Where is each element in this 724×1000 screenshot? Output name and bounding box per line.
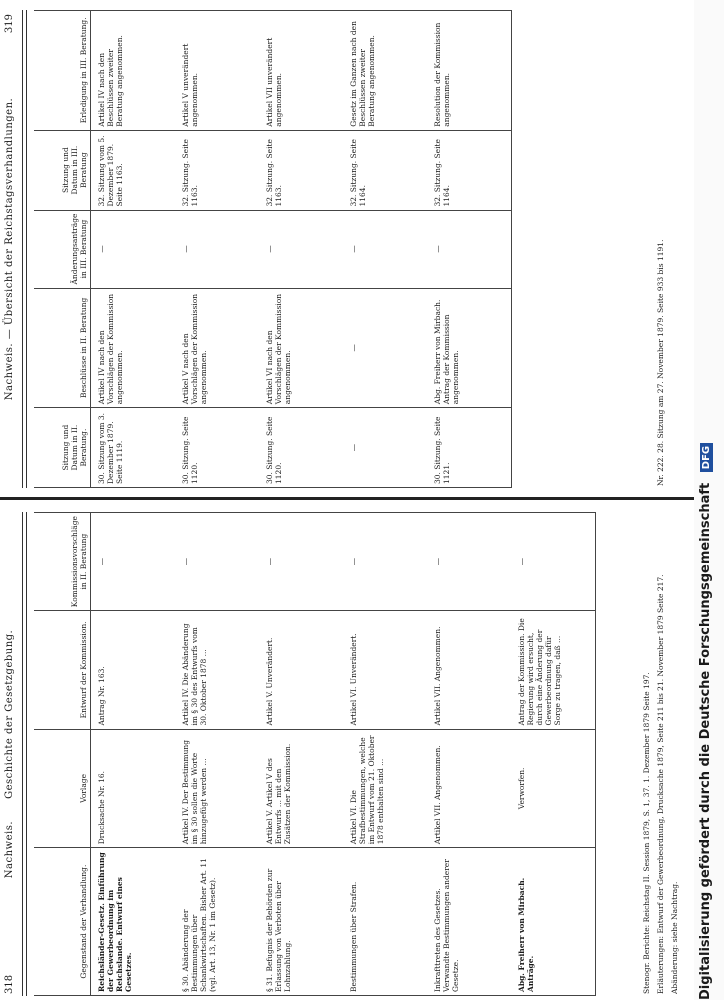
- running-header-right: [4, 6, 22, 492]
- table-cell: 32. Sitzung. Seite 1163.: [175, 130, 259, 210]
- left-table: [34, 512, 596, 996]
- header-rule: [22, 512, 23, 996]
- column-header: Sitzung und Datum in III. Beratung: [34, 130, 90, 210]
- table-cell: Artikel VII. Angenommen.: [427, 611, 511, 729]
- column-header: Änderungsanträge in III. Beratung: [34, 210, 90, 288]
- running-title: Nachweis. — Übersicht der Reichstagsverhandlungen.: [4, 97, 15, 401]
- left-page: [0, 508, 690, 1000]
- table-cell: 32. Sitzung. Seite 1164.: [343, 130, 427, 210]
- table-cell: —: [90, 513, 175, 611]
- table-row: [175, 11, 259, 488]
- column-header: Vorlage: [34, 729, 90, 848]
- dfg-logo-icon: DFG: [700, 443, 713, 472]
- footnote: Nr. 222. 28. Sitzung am 27. November 1879. Seite 933 bis 1191.: [656, 239, 665, 486]
- table-row: [175, 513, 259, 996]
- table-row: [427, 11, 512, 488]
- sidebar-credit: [698, 60, 720, 1000]
- table-cell: 30. Sitzung. Seite 1120.: [259, 408, 343, 488]
- table-cell: Artikel IV nach den Beschlüssen zweiter Beratung angenommen.: [90, 11, 175, 131]
- table-cell: Artikel VI nach den Vorschlägen der Kommission angenommen.: [259, 288, 343, 408]
- table-cell: Artikel V nach den Vorschlägen der Kommission angenommen.: [175, 288, 259, 408]
- table-cell: Artikel V unverändert angenommen.: [175, 11, 259, 131]
- table-cell: Artikel VI. Unverändert.: [343, 611, 427, 729]
- table-cell: Artikel IV. Der Bestimmung im § 30 sollen die Worte hinzugefügt werden ...: [175, 729, 259, 848]
- running-title-left: Nachweis.: [4, 820, 15, 879]
- column-header: Erledigung in III. Beratung.: [34, 11, 90, 131]
- table-cell: Drucksache Nr. 16.: [90, 729, 175, 848]
- table-cell: 30. Sitzung. Seite 1121.: [427, 408, 512, 488]
- table-cell: Reichsländer-Gesetz. Einführung der Gewerbeordnung im Reichslande. Entwurf eines Gesetzes.: [90, 848, 175, 996]
- table-cell: Artikel VII. Angenommen.: [427, 729, 511, 848]
- dfg-sidebar: [694, 0, 724, 1000]
- table-cell: Abg. Freiherr von Mirbach. Anträge.: [511, 848, 596, 996]
- table-row: [427, 513, 511, 996]
- table-cell: § 30. Abänderung der Bestimmungen über Schankwirtschaften. Bisher Art. 11 (vgl. Art. 13, Nr. 1 im Gesetz).: [175, 848, 259, 996]
- table-cell: 32. Sitzung. Seite 1164.: [427, 130, 512, 210]
- table-cell: —: [175, 210, 259, 288]
- right-table: [34, 10, 512, 488]
- header-rule: [26, 512, 27, 996]
- table-cell: —: [427, 210, 512, 288]
- table-cell: 30. Sitzung vom 3. Dezember 1879. Seite 1119.: [90, 408, 175, 488]
- credit-text: Digitalisierung gefördert durch die Deutsche Forschungsgemeinschaft: [698, 482, 713, 1000]
- column-header: Kommissionsvorschläge in II. Beratung: [34, 513, 90, 611]
- table-row: [90, 513, 175, 996]
- table-cell: Artikel IV. Die Abänderung im § 30 des Entwurfs vom 30. Oktober 1878 ...: [175, 611, 259, 729]
- column-header: Sitzung und Datum in II. Beratung.: [34, 408, 90, 488]
- table-row: [511, 513, 596, 996]
- table-cell: Artikel V. Unverändert.: [259, 611, 343, 729]
- table-cell: 30. Sitzung. Seite 1120.: [175, 408, 259, 488]
- table-row: [259, 513, 343, 996]
- table-row: [259, 11, 343, 488]
- footnote: Abänderung: siehe Nachtrag.: [670, 881, 679, 994]
- page-number: 318: [4, 974, 15, 994]
- table-cell: —: [90, 210, 175, 288]
- table-row: [343, 513, 427, 996]
- table-cell: Gesetz im Ganzen nach den Beschlüssen zweiter Beratung angenommen.: [343, 11, 427, 131]
- running-title: [4, 568, 15, 940]
- right-page: [0, 6, 690, 492]
- table-cell: Inkrafttreten des Gesetzes. Verwandte Bestimmungen anderer Gesetze.: [427, 848, 511, 996]
- table-cell: Resolution der Kommission angenommen.: [427, 11, 512, 131]
- table-cell: —: [343, 288, 427, 408]
- table-cell: Artikel VII unverändert angenommen.: [259, 11, 343, 131]
- table-cell: —: [175, 513, 259, 611]
- table-cell: —: [427, 513, 511, 611]
- header-rule: [22, 10, 23, 488]
- table-cell: —: [343, 210, 427, 288]
- table-cell: Antrag Nr. 163.: [90, 611, 175, 729]
- footnote: Erläuterungen: Entwurf der Gewerbeordnung, Drucksache 1879, Seite 211 bis 21. November 1879 Seite 217.: [656, 574, 665, 994]
- table-cell: Antrag der Kommission. Die Regierung wird ersucht, durch eine Änderung der Gewerbeordnung dafür Sorge zu tragen, daß ...: [511, 611, 596, 729]
- table-cell: —: [343, 408, 427, 488]
- table-row: [343, 11, 427, 488]
- page-number: 319: [4, 14, 15, 34]
- footnote: Stenogr. Berichte: Reichstag II. Session 1879, S. 1, 37. 1. Dezember 1879 Seite 197.: [642, 672, 651, 994]
- running-title-center: Geschichte der Gesetzgebung.: [4, 629, 15, 799]
- table-cell: Artikel IV nach den Vorschlägen der Kommission angenommen.: [90, 288, 175, 408]
- table-cell: § 31. Befugnis der Behörden zur Erlassung von Verboten über Lohnzahlung.: [259, 848, 343, 996]
- column-header: Gegenstand der Verhandlung.: [34, 848, 90, 996]
- table-cell: 32. Sitzung vom 5. Dezember 1879. Seite 1163.: [90, 130, 175, 210]
- table-cell: Abg. Freiherr von Mirbach. Antrag der Kommission angenommen.: [427, 288, 512, 408]
- table-cell: Verworfen.: [511, 729, 596, 848]
- table-cell: —: [511, 513, 596, 611]
- page-gutter: [0, 497, 700, 500]
- table-cell: 32. Sitzung. Seite 1163.: [259, 130, 343, 210]
- running-header-left: [4, 508, 22, 1000]
- column-header: Beschlüsse in II. Beratung: [34, 288, 90, 408]
- table-cell: —: [259, 513, 343, 611]
- table-cell: Bestimmungen über Strafen.: [343, 848, 427, 996]
- table-row: [90, 11, 175, 488]
- header-rule: [26, 10, 27, 488]
- table-cell: —: [259, 210, 343, 288]
- table-cell: Artikel VI. Die Strafbestimmungen, welche im Entwurf vom 21. Oktober 1878 enthalten sind ...: [343, 729, 427, 848]
- column-header: Entwurf der Kommission.: [34, 611, 90, 729]
- table-cell: —: [343, 513, 427, 611]
- table-cell: Artikel V. Artikel V des Entwurfs ... mit den Zusätzen der Kommission.: [259, 729, 343, 848]
